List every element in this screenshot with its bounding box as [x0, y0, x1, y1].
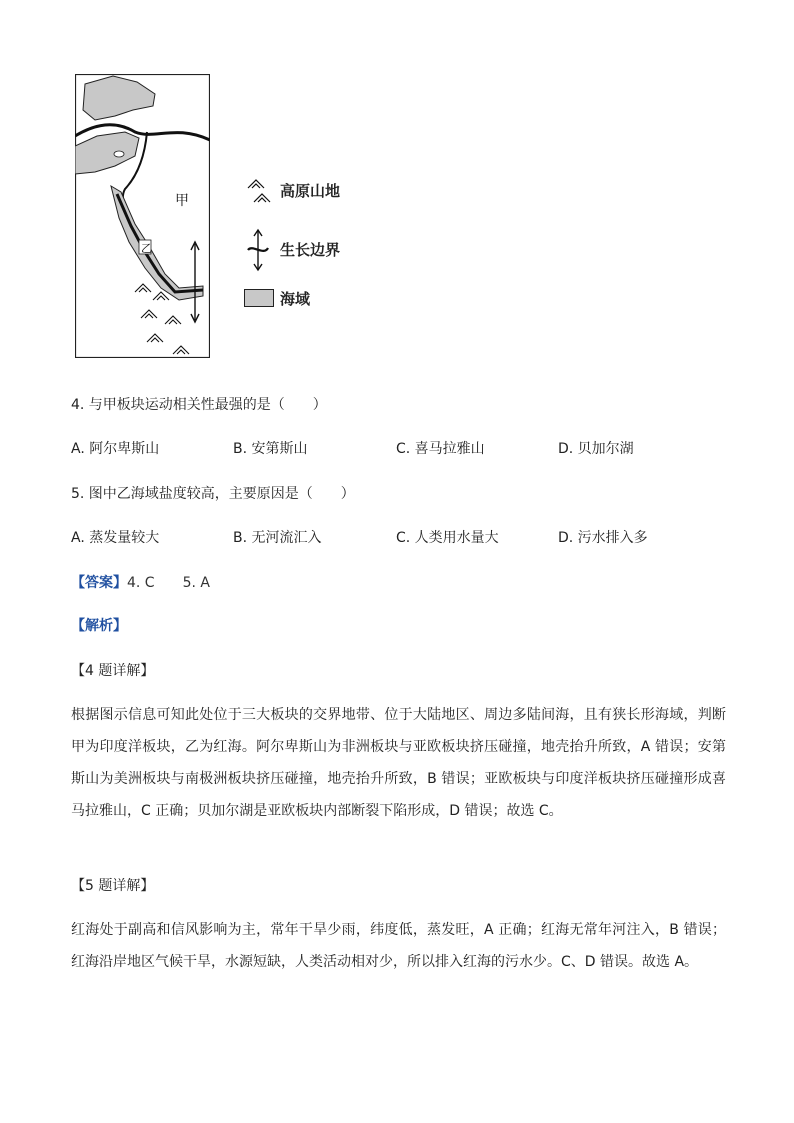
question-5-option-d: D. 污水排入多	[558, 530, 648, 546]
question-4-option-d: D. 贝加尔湖	[558, 441, 634, 457]
plateau-legend-icon	[244, 176, 272, 206]
answer-tag: 【答案】	[71, 575, 127, 591]
legend-boundary-label: 生长边界	[280, 241, 341, 259]
question-5-option-a: A. 蒸发量较大	[71, 530, 160, 546]
detail-4-body: 根据图示信息可知此处位于三大板块的交界地带、位于大陆地区、周边多陆间海，且有狭长形海域，判断甲为印度洋板块，乙为红海。阿尔卑斯山为非洲板块与亚欧板块挤压碰撞，地壳抬升所致，A 错误；安第斯山为美洲板块与南极洲板块挤压碰撞，地壳抬升所致，B 错误；亚欧板块与印度洋板块挤压碰撞形成喜马拉雅山，C 正确；贝加尔湖是亚欧板块内部断裂下陷形成，D 错误；故选 C。	[71, 707, 726, 819]
legend-sea-label: 海域	[280, 290, 311, 308]
detail-4-title: 【4 题详解】	[71, 663, 155, 679]
question-5-stem: 5. 图中乙海域盐度较高，主要原因是（ ）	[71, 486, 355, 502]
question-5-option-b: B. 无河流汇入	[233, 530, 322, 546]
question-4-option-a: A. 阿尔卑斯山	[71, 441, 160, 457]
question-4-option-c: C. 喜马拉雅山	[396, 441, 485, 457]
legend-plateau-label: 高原山地	[280, 182, 341, 200]
growth-boundary-legend-icon	[246, 228, 270, 272]
sea-legend-swatch	[244, 289, 274, 307]
answer-text: 4. C 5. A	[127, 575, 210, 591]
question-5-option-c: C. 人类用水量大	[396, 530, 499, 546]
detail-5-title: 【5 题详解】	[71, 878, 155, 894]
detail-5-body: 红海处于副高和信风影响为主，常年干旱少雨，纬度低，蒸发旺，A 正确；红海无常年河注入，B 错误；红海沿岸地区气候干旱，水源短缺，人类活动相对少，所以排入红海的污水少。C、D 错误。故选 A。	[71, 922, 726, 970]
analysis-tag: 【解析】	[71, 618, 127, 634]
label-jia: 甲	[175, 193, 189, 209]
tectonic-map	[75, 74, 210, 358]
question-4-option-b: B. 安第斯山	[233, 441, 308, 457]
question-4-stem: 4. 与甲板块运动相关性最强的是（ ）	[71, 397, 327, 413]
label-yi: 乙	[141, 242, 152, 255]
answer-line	[71, 572, 210, 592]
